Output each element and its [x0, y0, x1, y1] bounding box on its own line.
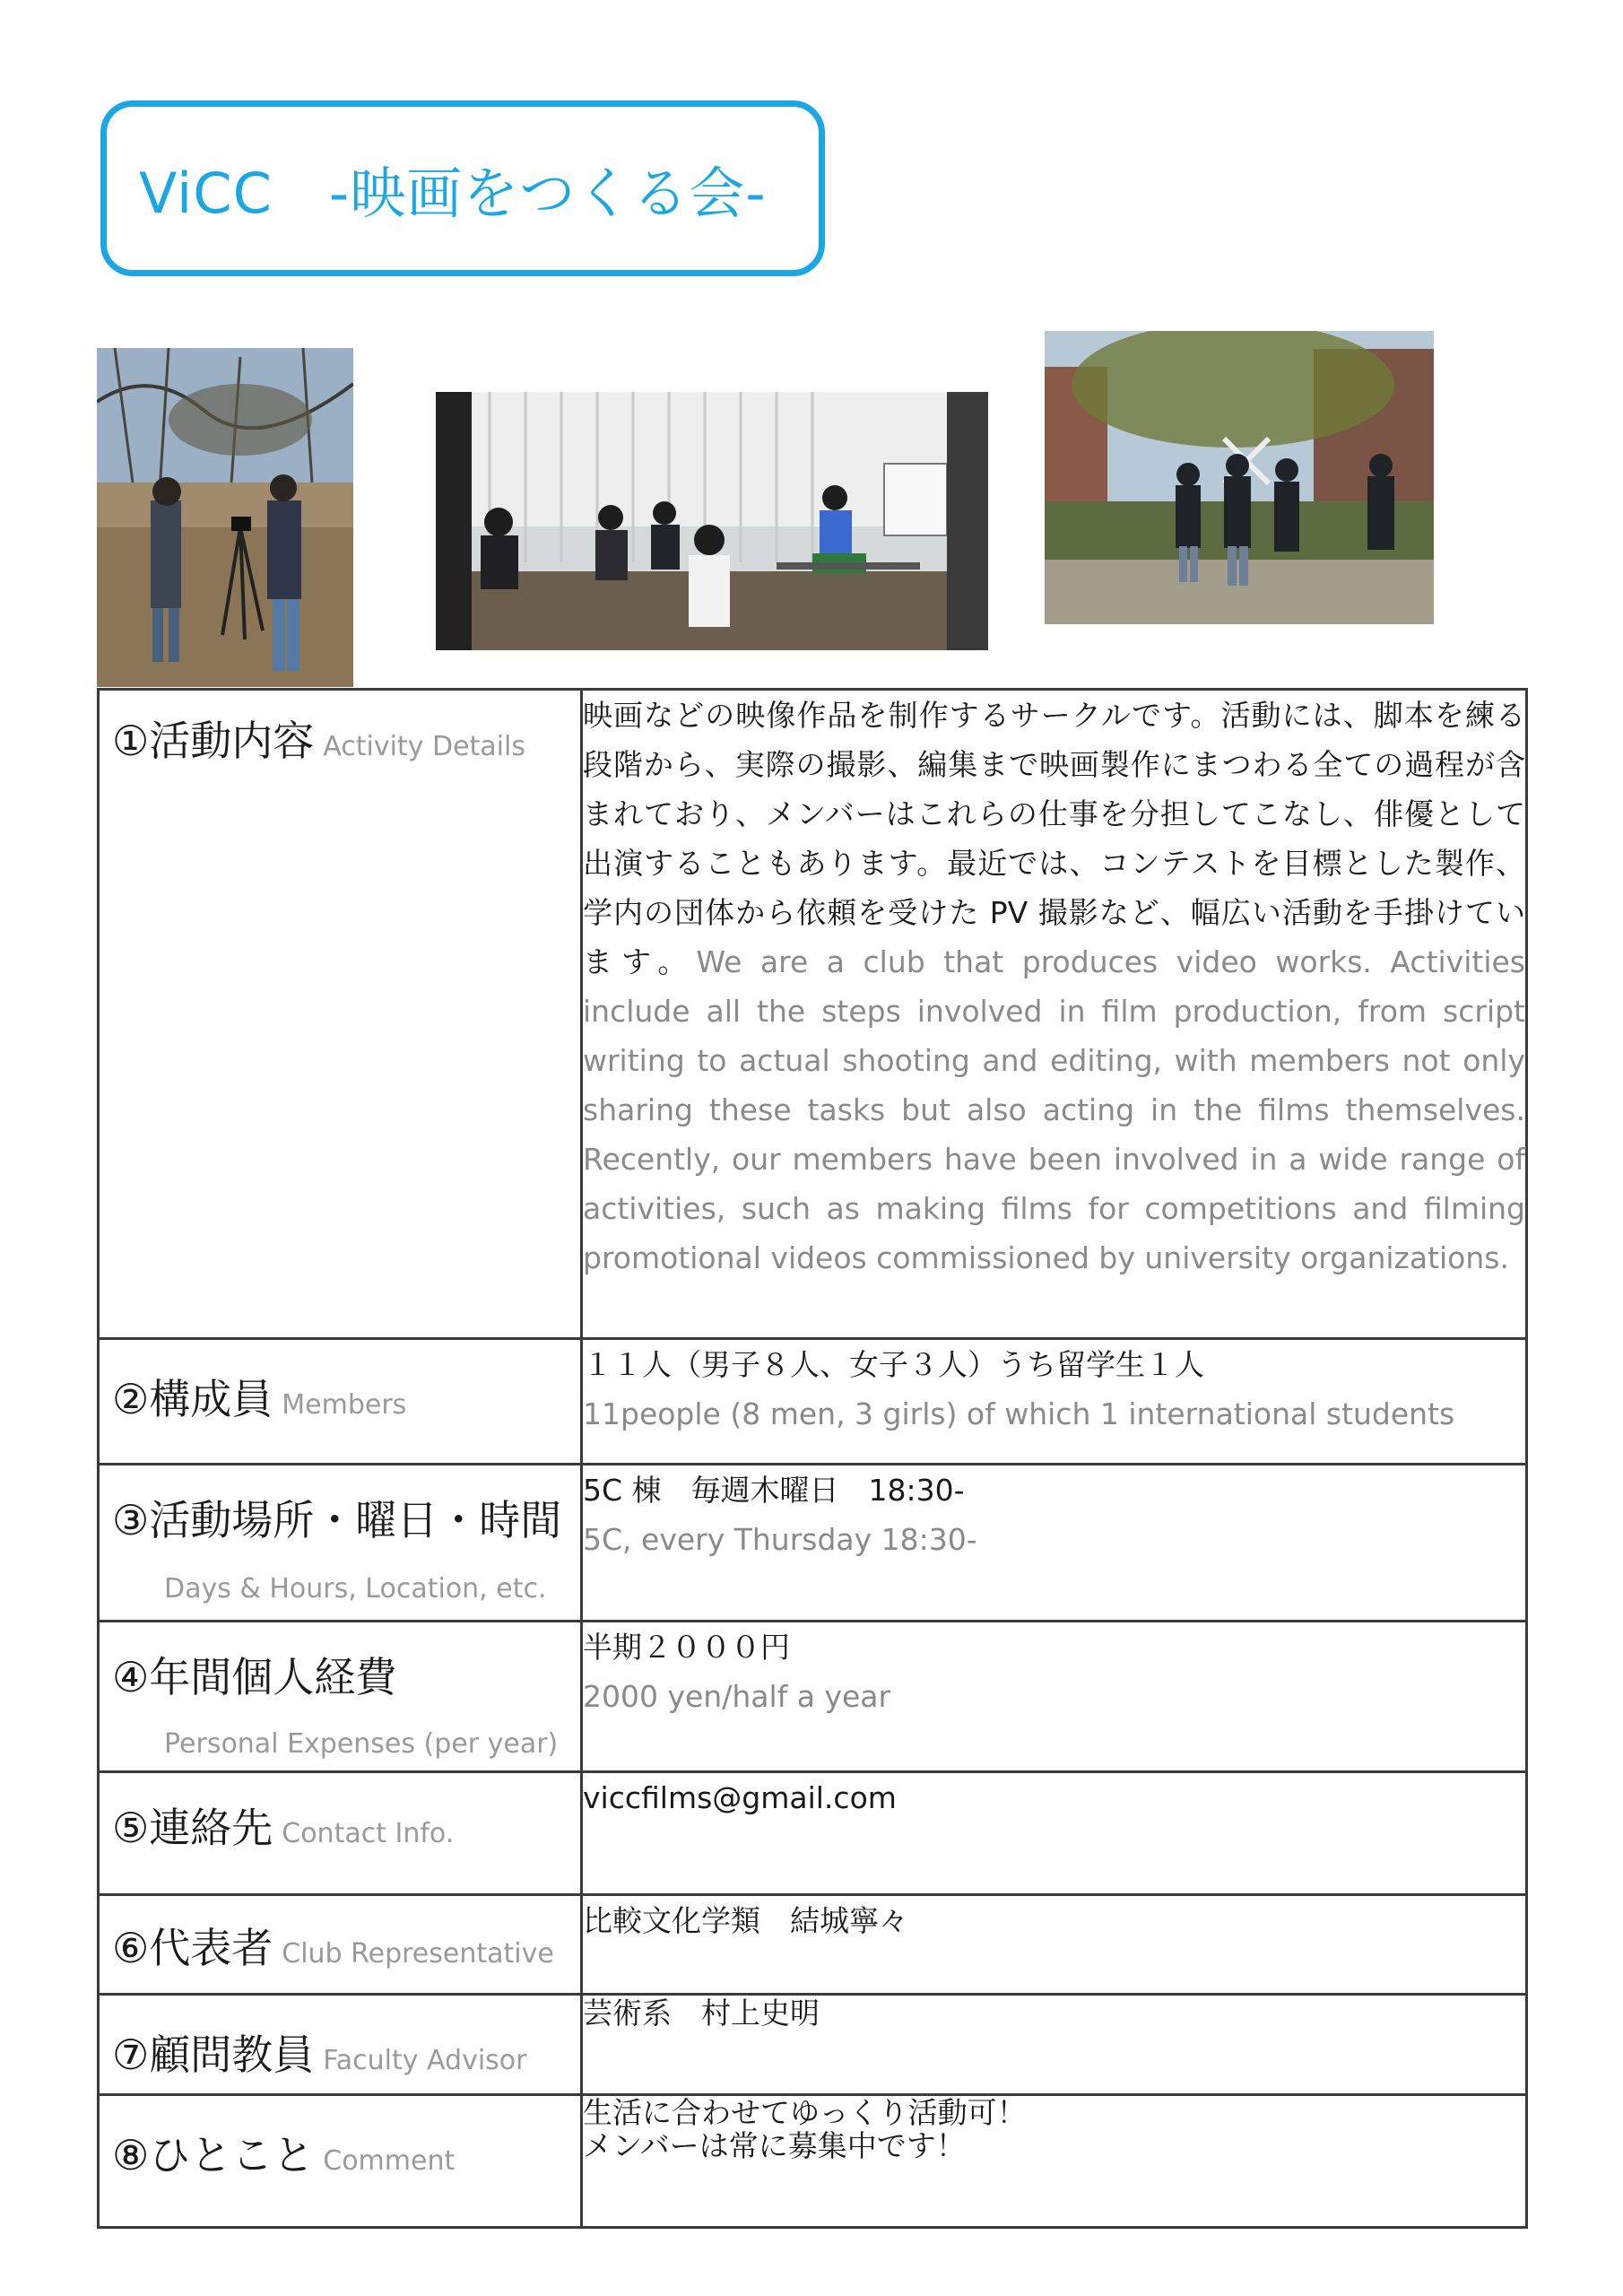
table-row: [99, 1622, 1527, 1772]
members-jp: １１人（男子８人、女子３人）うち留学生１人: [583, 1347, 1204, 1382]
label-personal-expenses: [99, 1622, 582, 1772]
label-comment: [99, 2095, 582, 2228]
label-activity-details: [99, 690, 582, 1339]
activity-description-jp: 映画などの映像作品を制作するサークルです。活動には、脚本を練る段階から、実際の撮影、編集まで映画製作にまつわる全ての過程が含まれており、メンバーはこれらの仕事を分担してこなし、俳優として出演することもあります。最近では、コンテストを目標とした製作、学内の団体から依頼を受けた PV 撮影など、幅広い活動を手掛けています。: [583, 698, 1525, 979]
value-contact-info: [582, 1772, 1527, 1895]
photo-outdoor-camera-tripod: [97, 348, 353, 687]
table-row: [99, 1995, 1527, 2095]
table-row: [99, 2095, 1527, 2228]
label-contact-info: [99, 1772, 582, 1895]
page-title: ViCC -映画をつくる会-: [139, 160, 767, 226]
value-members: [582, 1339, 1527, 1465]
label-en: Club Representative: [282, 1938, 554, 1970]
advisor-name: 芸術系 村上史明: [583, 1996, 820, 2031]
label-en: Comment: [323, 2145, 456, 2177]
club-info-table: [97, 688, 1528, 2229]
label-jp: ⑧ひとこと: [112, 2131, 315, 2179]
value-activity-details: [582, 690, 1527, 1339]
contact-email[interactable]: viccfilms@gmail.com: [583, 1780, 897, 1815]
label-jp: ⑦顧問教員: [112, 2031, 315, 2079]
value-faculty-advisor: [582, 1995, 1527, 2095]
photo-meeting-room: [436, 392, 988, 650]
members-en: 11people (8 men, 3 girls) of which 1 international students: [583, 1396, 1455, 1431]
label-club-representative: [99, 1895, 582, 1995]
label-en: Activity Details: [323, 731, 525, 762]
table-row: [99, 1465, 1527, 1622]
title-box: [100, 100, 825, 276]
label-members: [99, 1339, 582, 1465]
label-en: Faculty Advisor: [323, 2045, 527, 2076]
label-en: Days & Hours, Location, etc.: [164, 1573, 547, 1605]
location-jp: 5C 棟 毎週木曜日 18:30-: [583, 1473, 965, 1508]
table-row: [99, 1895, 1527, 1995]
label-en: Contact Info.: [282, 1818, 455, 1849]
value-club-representative: [582, 1895, 1527, 1995]
label-jp: ⑤連絡先: [112, 1804, 273, 1852]
label-jp: ⑥代表者: [112, 1924, 273, 1972]
table-row: [99, 690, 1527, 1339]
representative-name: 比較文化学類 結城寧々: [583, 1903, 908, 1938]
table-row: [99, 1339, 1527, 1465]
label-days-hours-location: [99, 1465, 582, 1622]
expenses-jp: 半期２０００円: [583, 1630, 790, 1665]
expenses-en: 2000 yen/half a year: [583, 1679, 891, 1714]
photo-group-filming-outdoors: [1045, 331, 1434, 624]
label-jp: ④年間個人経費: [112, 1653, 397, 1701]
value-comment: [582, 2095, 1527, 2228]
label-faculty-advisor: [99, 1995, 582, 2095]
location-en: 5C, every Thursday 18:30-: [583, 1522, 977, 1557]
value-days-hours-location: [582, 1465, 1527, 1622]
label-jp: ①活動内容: [112, 717, 315, 765]
table-row: [99, 1772, 1527, 1895]
comment-line-2: メンバーは常に募集中です！: [583, 2128, 966, 2163]
label-jp: ②構成員: [112, 1375, 273, 1423]
value-personal-expenses: [582, 1622, 1527, 1772]
comment-line-1: 生活に合わせてゆっくり活動可！: [583, 2095, 1027, 2130]
label-jp: ③活動場所・曜日・時間: [112, 1496, 562, 1544]
activity-description-en: We are a club that produces video works. Activities include all the steps involved in film production, from script writing to actual shooting and editing, with members not only sharing these tasks but also acting in the films themselves. Recently, our members have been involved in a wide range of activities, such as making films for competitions and filming promotional videos commissioned by university organizations.: [583, 944, 1525, 1275]
label-en: Personal Expenses (per year): [164, 1728, 559, 1760]
label-en: Members: [282, 1389, 407, 1421]
